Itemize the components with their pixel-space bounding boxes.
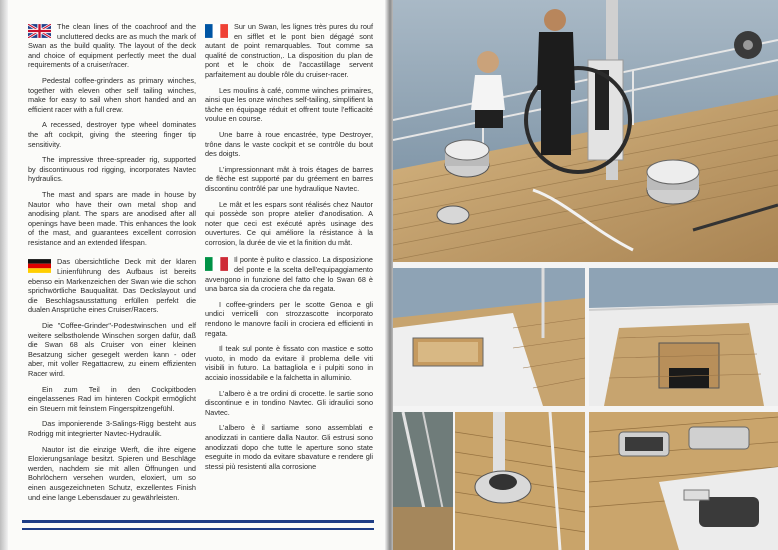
french-paragraph: Sur un Swan, les lignes très pures du rouf en sifflet et le pont bien dégagé sont autant de point remarquables. Tout comme sa qualité de construction,. La disposition du plan de pont et le choix de l'accastillage servent parfaitement au double rôle du cruiser-racer. [205, 22, 373, 79]
french-section [205, 22, 373, 247]
english-paragraph: The mast and spars are made in house by Nautor who have their own metal shop and anodising plant. The spars are anodised after all openings have been made. This enhances the look of the mast, and guarantees excellent corrosion resistance and an extended lifespan. [28, 189, 196, 247]
italian-paragraph: Il teak sul ponte è fissato con mastice e sotto vuoto, in modo da evitare il problema delle viti visibili in futuro. La battagliola e i pulpiti sono in acciaio inossidabile e la falchetta in alluminio. [205, 344, 373, 382]
english-paragraph: A recessed, destroyer type wheel dominates the aft cockpit, giving the steering finger tip sensitivity. [28, 120, 196, 149]
german-section [28, 257, 196, 502]
italian-paragraph: I coffee-grinders per le scotte Genoa e gli undici verricelli con strozzascotte incorporato rendono le manovre facili in crociera ed efficienti in regata. [205, 299, 373, 338]
french-paragraph: Le mât et les espars sont réalisés chez Nautor qui possède son propre atelier d'anodisation. A noter que ceci est exécuté après usinage des ouvertures. Ce qui améliore la résistance à la corrosion, la durée de vie et la finition du mât. [205, 199, 373, 247]
deck-photo-aft [589, 268, 778, 406]
italian-paragraph: L'albero è a tre ordini di crocette. le sartie sono discontinue e in tondino Navtec. Gli idraulici sono Navtec. [205, 388, 373, 417]
italian-paragraph: L'albero è il sartiame sono assemblati e anodizzati in cantiere dalla Nautor. Gli estrusi sono anodizzati dopo che tutte le aperture sono state eseguite in modo da evitare sbavature e rendere gli stessi più resistenti alla corrosione [205, 423, 373, 471]
france-flag-icon [205, 24, 228, 38]
footer-rule [22, 520, 374, 523]
french-paragraph: L'impressionnant mât à trois étages de barres de flèche est supporté par du gréement en barres discontinu contrôlé par une hydraulique Navtec. [205, 164, 373, 193]
english-paragraph: The clean lines of the coachroof and the uncluttered decks are as much the mark of Swan as the build quality. The layout of the deck and choice of equipment perfectly meet the dual requirements of a cruiser/racer. [28, 22, 196, 70]
cockpit-photo [393, 0, 778, 262]
italy-flag-icon [205, 257, 228, 271]
italian-paragraph: Il ponte è pulito e classico. La disposizione del ponte e la scelta dell'equipaggiamento avvengono in funzione del fatto che lo Swan 68 è una barca sia da crociera che da regata. [205, 255, 373, 294]
germany-flag-icon [28, 259, 51, 273]
english-paragraph: Pedestal coffee-grinders as primary winches, together with eleven other self tailing winches, make for easy to sail when short handed and an efficient racer with a full crew. [28, 75, 196, 114]
deck-photo-forward [393, 268, 585, 406]
hatch-photo [589, 412, 778, 550]
french-paragraph: Les moulins à café, comme winches primaires, ainsi que les onze winches self-tailing, simplifient la tâche en équipage réduit et offrent toute l'efficacité voulue en course. [205, 85, 373, 124]
english-paragraph: The impressive three-spreader rig, supported by discontinuous rod rigging, incorporates Navtec hydraulics. [28, 155, 196, 184]
photo-page [393, 0, 778, 550]
german-paragraph: Nautor ist die einzige Werft, die ihre eigene Eloxierungsanlage besitzt. Spieren und Beschläge werden, nachdem sie mit allen Öffnungen und Bohrlöchern versehen wurden, eloxiert, um so einen ausgezeichneten Schutz, exzellentes Finish und eine lange Lebensdauer zu gewährleisten. [28, 444, 196, 502]
german-paragraph: Das imponierende 3-Salings-Rigg besteht aus Rodrigg mit integrierter Navtec-Hydraulik. [28, 419, 196, 438]
french-paragraph: Une barre à roue encastrée, type Destroyer, trône dans le vaste cockpit et se contrôle du bout des doigts. [205, 129, 373, 159]
text-column-right [205, 22, 373, 477]
winch-photo [455, 412, 585, 550]
english-section [28, 22, 196, 247]
uk-flag-icon [28, 24, 51, 38]
german-paragraph: Das übersichtliche Deck mit der klaren Linienführung des Aufbaus ist bereits ebenso ein Markenzeichen der Swan wie die schon sprichwörtliche Bauqualität. Das Deckslayout und die Beschlagsausstattung erfüllen perfekt die dualen Ansprüche eines Cruiser/Racers. [28, 257, 196, 315]
footer-rule-thin [22, 528, 374, 530]
rail-photo [393, 412, 453, 550]
page-edge [0, 0, 8, 550]
text-column-left [28, 22, 196, 508]
italian-section [205, 255, 373, 471]
german-paragraph: Ein zum Teil in den Cockpitboden eingelassenes Rad im hinteren Cockpit ermöglicht ein Steuern mit feinstem Fingerspitzengefühl. [28, 384, 196, 413]
german-paragraph: Die "Coffee-Grinder"-Podestwinschen und elf weitere selbstholende Winschen sorgen dafür, daß die Swan 68 als Cruiser von einer kleinen Besatzung sicher gesegelt werden kann - oder aber, mit voller Regattacrew, zu einem effizienten Racer wird. [28, 321, 196, 378]
